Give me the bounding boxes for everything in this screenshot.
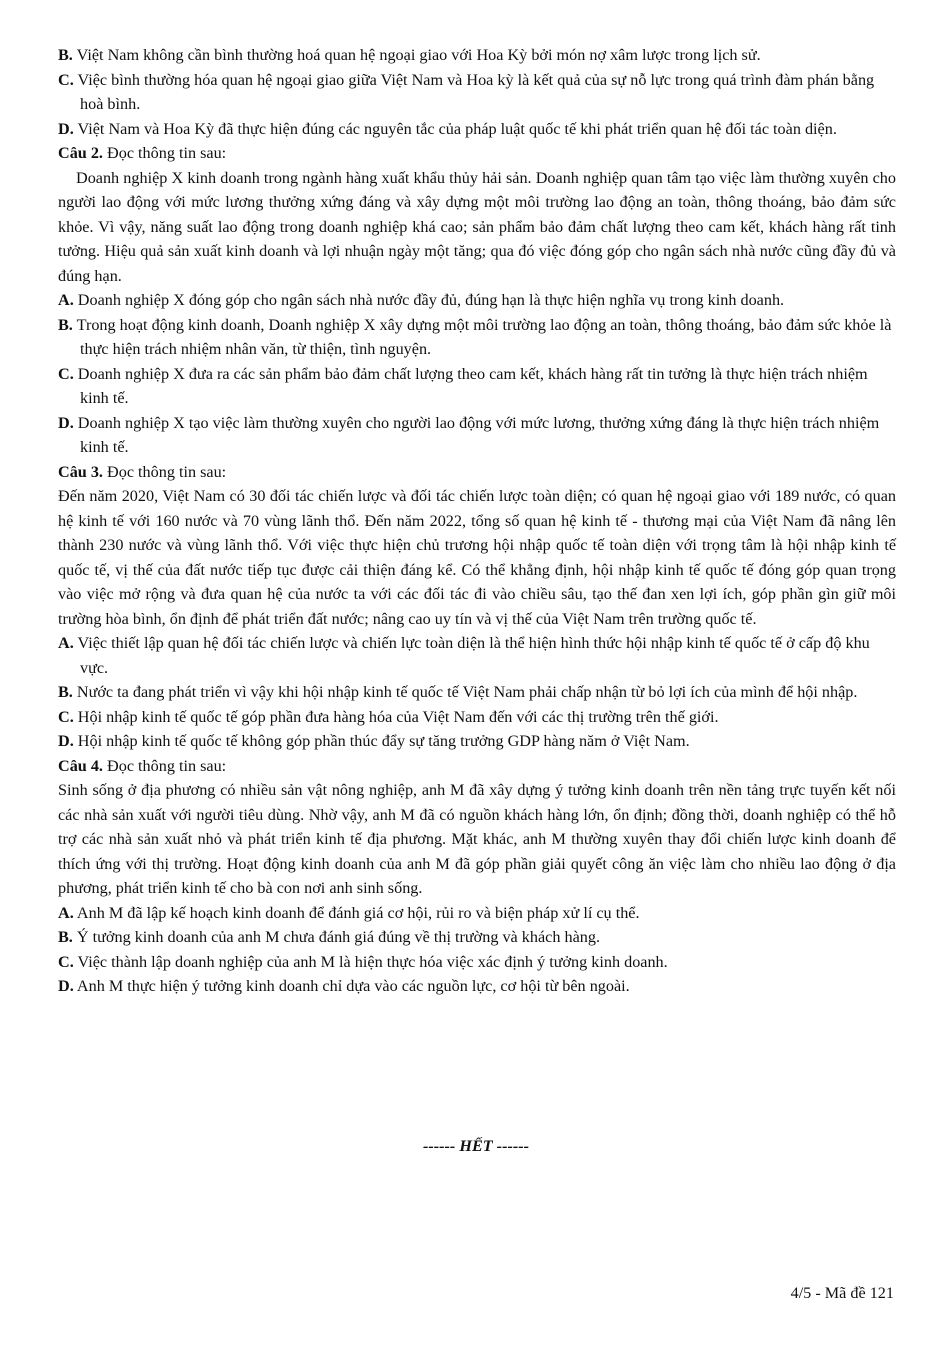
q3-passage: Đến năm 2020, Việt Nam có 30 đối tác chiến lược và đối tác chiến lược toàn diện; có quan hệ ngoại giao với 189 nước, có quan hệ kinh tế với 160 nước và 70 vùng lãnh thổ. Đến năm 2022, tổng số quan hệ kinh tế - thương mại của Việt Nam đã nâng lên thành 230 nước và vùng lãnh thổ. Với việc thực hiện chủ trương hội nhập quốc tế toàn diện với trọng tâm là hội nhập kinh tế quốc tế, vị thế của đất nước tiếp tục được cải thiện đáng kể. Có thể khẳng định, hội nhập kinh tế quốc tế đóng góp quan trọng vào việc mở rộng và đưa quan hệ của nước ta với các đối tác đi vào chiều sâu, tạo thế đan xen lợi ích, góp phần gìn giữ môi trường hòa bình, ổn định để phát triển đất nước; nâng cao uy tín và vị thế của Việt Nam trên trường quốc tế. <box>58 487 896 628</box>
q4-passage: Sinh sống ở địa phương có nhiều sản vật nông nghiệp, anh M đã xây dựng ý tưởng kinh doanh trên nền tảng trực tuyến kết nối các nhà sản xuất với người tiêu dùng. Nhờ vậy, anh M đã có nguồn khách hàng lớn, ổn định; đồng thời, doanh nghiệp có thể hỗ trợ các nhà sản xuất nhỏ và phát triển kinh tế địa phương. Mặt khác, anh M thường xuyên thay đổi chiến lược kinh doanh để thích ứng với thị trường. Hoạt động kinh doanh của anh M đã góp phần giải quyết công ăn việc làm cho nhiều lao động ở địa phương, phát triển kinh tế cho bà con nơi anh sinh sống. <box>58 781 896 897</box>
q4-option-c: C. Việc thành lập doanh nghiệp của anh M là hiện thực hóa việc xác định ý tưởng kinh doanh. <box>58 952 668 971</box>
q1-option-d: D. Việt Nam và Hoa Kỳ đã thực hiện đúng các nguyên tắc của pháp luật quốc tế khi phát triển quan hệ đối tác toàn diện. <box>58 119 837 138</box>
q2-option-a: A. Doanh nghiệp X đóng góp cho ngân sách nhà nước đầy đủ, đúng hạn là thực hiện nghĩa vụ trong kinh doanh. <box>58 291 785 309</box>
end-marker: ------ HẾT ------ <box>422 1137 530 1155</box>
q2-passage: Doanh nghiệp X kinh doanh trong ngành hàng xuất khẩu thủy hải sản. Doanh nghiệp quan tâm tạo việc làm thường xuyên cho người lao động với mức lương thưởng xứng đáng và xây dựng một môi trường lao động an toàn, thông thoáng, bảo đảm sức khỏe. Vì vậy, năng suất lao động trong doanh nghiệp khá cao; sản phẩm bảo đảm chất lượng theo cam kết, khách hàng rất tinh tưởng. Hiệu quả sản xuất kinh doanh và lợi nhuận ngày một tăng; qua đó việc đóng góp cho ngân sách nhà nước cũng đầy đủ và đúng hạn. <box>58 168 896 285</box>
q3-option-c: C. Hội nhập kinh tế quốc tế góp phần đưa hàng hóa của Việt Nam đến với các thị trường trên thế giới. <box>58 707 719 726</box>
q4-heading: Câu 4. Đọc thông tin sau: <box>58 756 227 775</box>
q2-option-c: C. Doanh nghiệp X đưa ra các sản phẩm bảo đảm chất lượng theo cam kết, khách hàng rất tin tưởng là thực hiện trách nhiệm kinh tế. <box>58 364 868 407</box>
exam-content <box>58 43 896 999</box>
q1-option-c: C. Việc bình thường hóa quan hệ ngoại giao giữa Việt Nam và Hoa kỳ là kết quả của sự nỗ lực trong quá trình đàm phán bằng hoà bình. <box>58 70 875 113</box>
q3-option-a: A. Việc thiết lập quan hệ đối tác chiến lược và chiến lực toàn diện là thể hiện hình thức hội nhập kinh tế quốc tế ở cấp độ khu vực. <box>58 634 870 677</box>
q4-option-b: B. Ý tưởng kinh doanh của anh M chưa đánh giá đúng về thị trường và khách hàng. <box>58 928 601 946</box>
q3-option-b: B. Nước ta đang phát triển vì vậy khi hội nhập kinh tế quốc tế Việt Nam phải chấp nhận từ bỏ lợi ích của mình để hội nhập. <box>58 683 858 701</box>
q3-heading: Câu 3. Đọc thông tin sau: <box>58 462 227 481</box>
page-footer: 4/5 - Mã đề 121 <box>790 1284 894 1302</box>
q4-option-a: A. Anh M đã lập kế hoạch kinh doanh để đánh giá cơ hội, rủi ro và biện pháp xử lí cụ thể. <box>58 903 640 922</box>
q2-option-d: D. Doanh nghiệp X tạo việc làm thường xuyên cho người lao động với mức lương, thưởng xứng đáng là thực hiện trách nhiệm kinh tế. <box>58 413 880 456</box>
q2-option-b: B. Trong hoạt động kinh doanh, Doanh nghiệp X xây dựng một môi trường lao động an toàn, thông thoáng, bảo đảm sức khỏe là thực hiện trách nhiệm nhân văn, từ thiện, tình nguyện. <box>58 315 892 358</box>
q2-heading: Câu 2. Đọc thông tin sau: <box>58 144 227 162</box>
q1-option-b: B. Việt Nam không cần bình thường hoá quan hệ ngoại giao với Hoa Kỳ bởi món nợ xâm lược trong lịch sử. <box>58 46 761 64</box>
q3-option-d: D. Hội nhập kinh tế quốc tế không góp phần thúc đẩy sự tăng trưởng GDP hàng năm ở Việt Nam. <box>58 732 690 750</box>
q4-option-d: D. Anh M thực hiện ý tưởng kinh doanh chỉ dựa vào các nguồn lực, cơ hội từ bên ngoài. <box>58 977 630 995</box>
